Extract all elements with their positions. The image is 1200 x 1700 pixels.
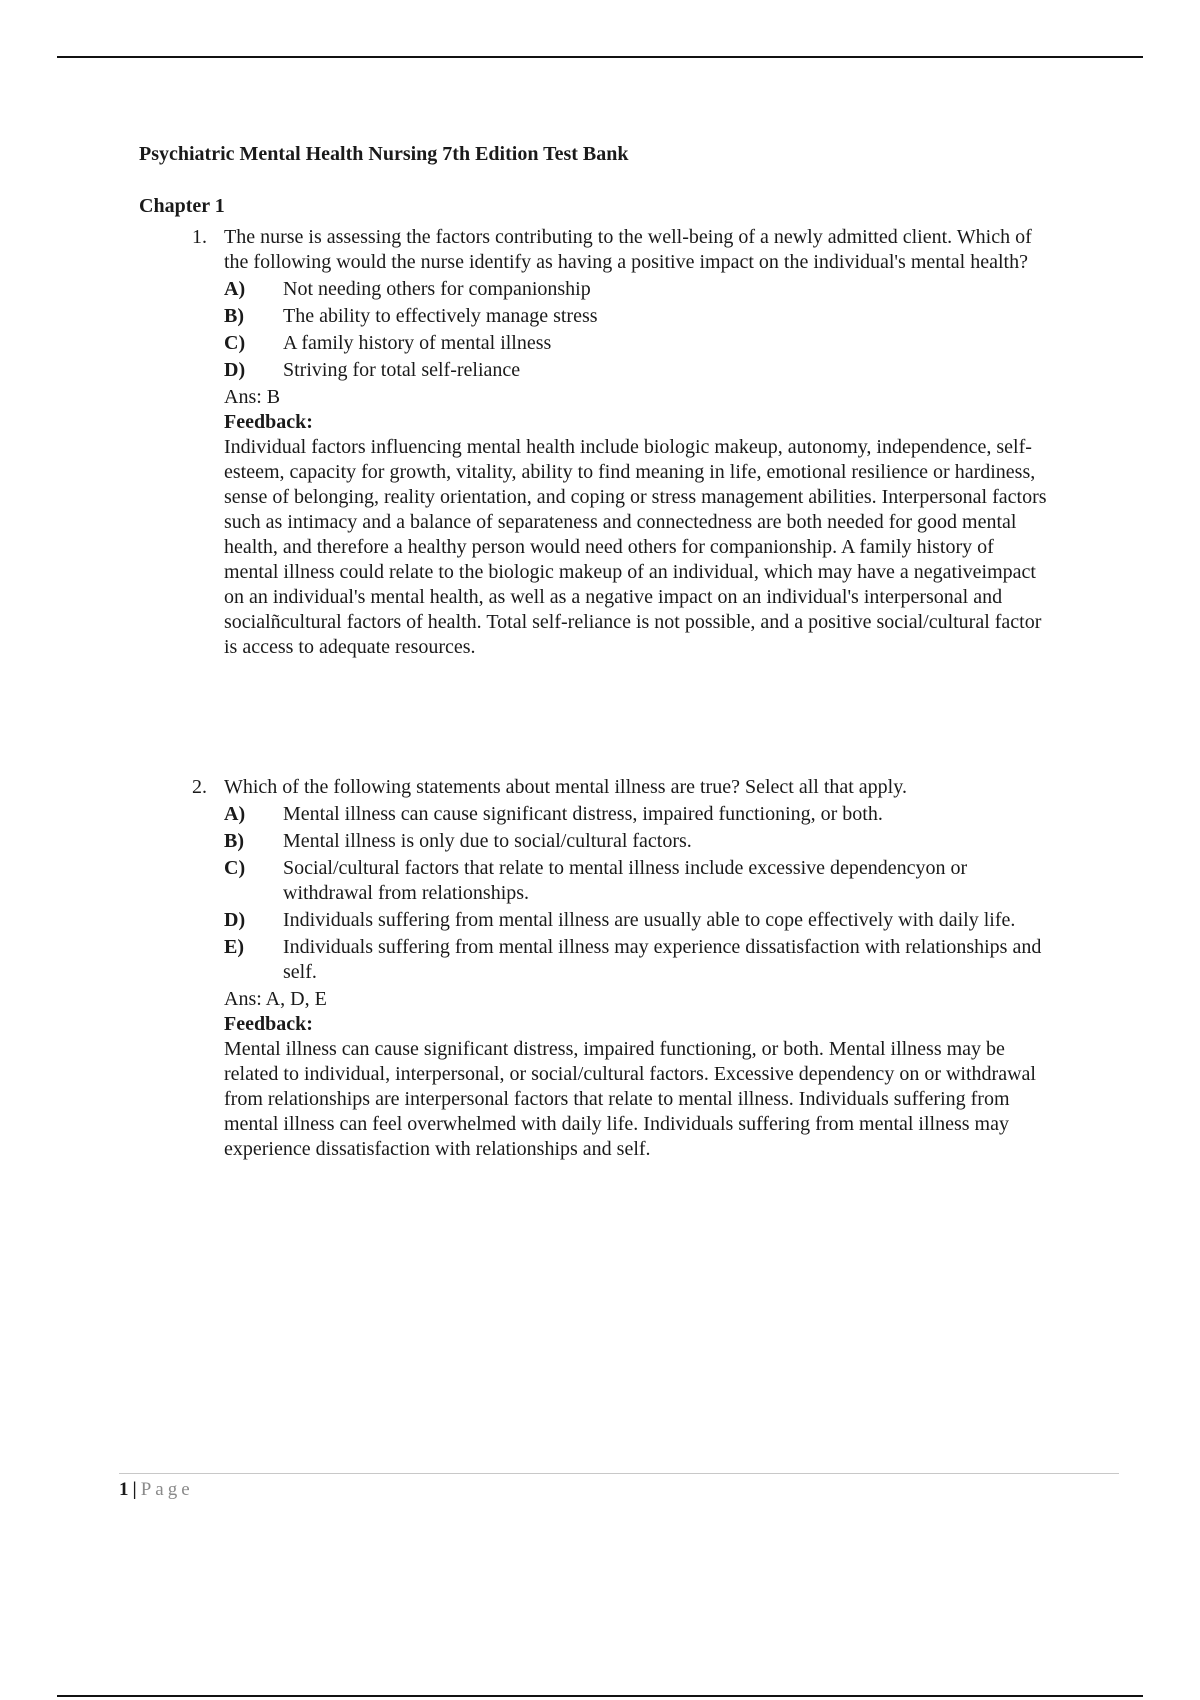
option-b <box>224 304 1052 329</box>
option-e <box>224 935 1052 985</box>
feedback-text: Mental illness can cause significant distress, impaired functioning, or both. Mental illness may be related to individual, interpersonal, or social/cultural factors. Excessive dependency on or withdrawal from relationships are interpersonal factors that relate to mental illness. Individuals suffering from mental illness can feel overwhelmed with daily life. Individuals suffering from mental illness may experience dissatisfaction with relationships and self. <box>224 1038 1036 1160</box>
feedback-label: Feedback: <box>224 411 313 433</box>
feedback-text: Individual factors influencing mental health include biologic makeup, autonomy, independence, self-esteem, capacity for growth, vitality, ability to find meaning in life, emotional resilience or hardiness, sense of belonging, reality orientation, and coping or stress management abilities. Interpersonal factors such as intimacy and a balance of separateness and connectedness are both needed for good mental health, and therefore a healthy person would need others for companionship. A family history of mental illness could relate to the biologic makeup of an individual, which may have a negativeimpact on an individual's mental health, as well as a negative impact on an individual's interpersonal and socialñcultural factors of health. Total self-reliance is not possible, and a positive social/cultural factor is access to adequate resources. <box>224 436 1047 658</box>
option-letter: D) <box>224 359 246 381</box>
page-footer <box>119 1479 194 1501</box>
chapter-heading: Chapter 1 <box>139 195 225 217</box>
option-b <box>224 829 1052 854</box>
option-text: Not needing others for companionship <box>283 278 591 300</box>
option-letter: B) <box>224 830 244 852</box>
option-text: Individuals suffering from mental illness may experience dissatisfaction with relationships and self. <box>283 936 1042 983</box>
option-text: A family history of mental illness <box>283 332 552 354</box>
page-label: Page <box>140 1479 194 1500</box>
option-letter: C) <box>224 332 246 354</box>
option-letter: A) <box>224 278 246 300</box>
question-2 <box>192 775 1052 1162</box>
option-text: Striving for total self-reliance <box>283 359 521 381</box>
option-text: Mental illness is only due to social/cultural factors. <box>283 830 692 852</box>
option-letter: D) <box>224 909 246 931</box>
question-text: The nurse is assessing the factors contributing to the well-being of a newly admitted client. Which of the following would the nurse identify as having a positive impact on the individual's mental health? <box>224 226 1032 273</box>
option-a <box>224 277 1052 302</box>
footer-separator: | <box>132 1479 137 1500</box>
answer-options <box>192 802 1052 985</box>
option-letter: C) <box>224 857 246 879</box>
answer-key: Ans: B <box>224 386 281 408</box>
question-text: Which of the following statements about mental illness are true? Select all that apply. <box>224 776 907 798</box>
option-text: Social/cultural factors that relate to mental illness include excessive dependencyon or withdrawal from relationships. <box>283 857 968 904</box>
option-letter: E) <box>224 936 244 958</box>
bottom-rule <box>57 1695 1143 1697</box>
question-1 <box>192 225 1052 660</box>
option-c <box>224 331 1052 356</box>
option-c <box>224 856 1052 906</box>
option-d <box>224 908 1052 933</box>
option-a <box>224 802 1052 827</box>
option-text: Mental illness can cause significant distress, impaired functioning, or both. <box>283 803 883 825</box>
answer-key: Ans: A, D, E <box>224 988 327 1010</box>
question-number: 2. <box>192 776 207 798</box>
option-letter: B) <box>224 305 244 327</box>
option-letter: A) <box>224 803 246 825</box>
question-stem <box>192 775 1052 800</box>
option-d <box>224 358 1052 383</box>
question-stem <box>192 225 1052 275</box>
top-rule <box>57 56 1143 58</box>
option-text: Individuals suffering from mental illness are usually able to cope effectively with daily life. <box>283 909 1016 931</box>
option-text: The ability to effectively manage stress <box>283 305 598 327</box>
page-number: 1 <box>119 1479 129 1500</box>
document-title: Psychiatric Mental Health Nursing 7th Edition Test Bank <box>139 143 629 165</box>
feedback-label: Feedback: <box>224 1013 313 1035</box>
question-number: 1. <box>192 226 207 248</box>
footer-rule <box>119 1473 1119 1474</box>
answer-options <box>192 277 1052 383</box>
